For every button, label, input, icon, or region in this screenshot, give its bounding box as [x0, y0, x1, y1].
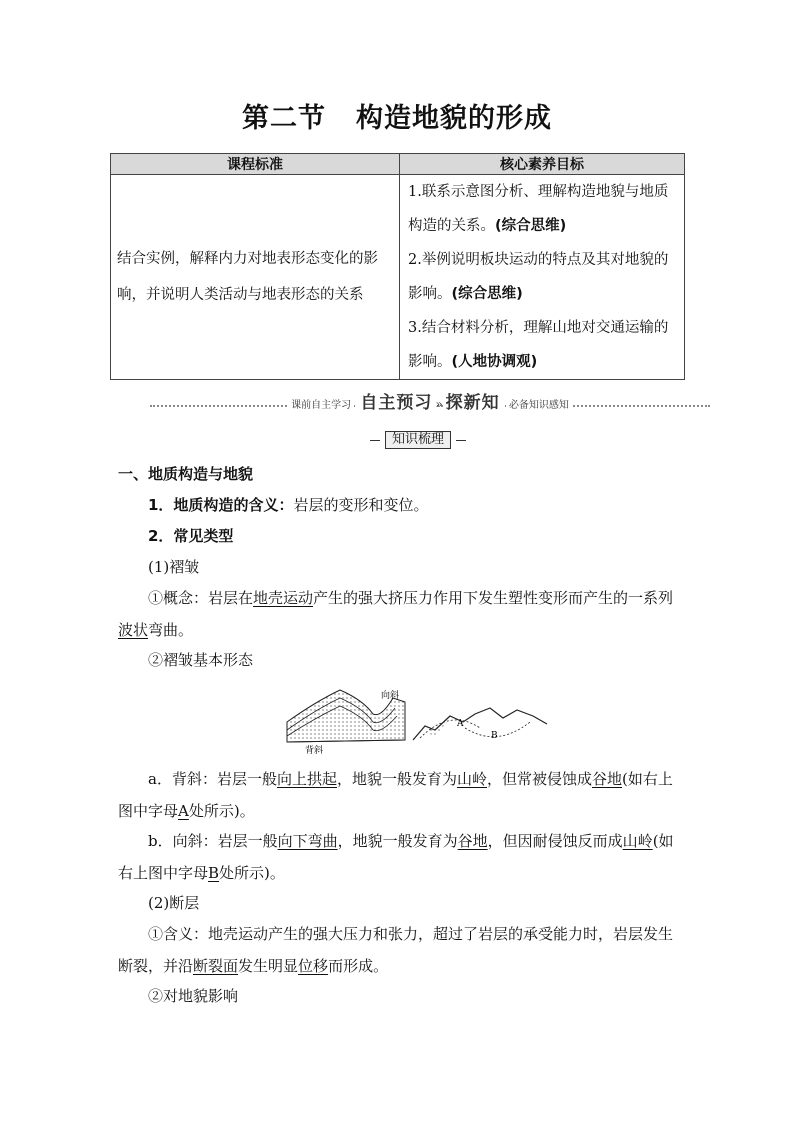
header-core-literacy: 核心素养目标	[400, 154, 685, 175]
heading-common-types: 2．常见类型	[148, 527, 234, 545]
curriculum-standard-cell: 结合实例，解释内力对地表形态变化的影响，并说明人类活动与地表形态的关系	[111, 175, 400, 380]
standards-table	[110, 153, 685, 380]
banner-main-1: 自主预习	[357, 393, 435, 413]
paragraph-anticline: a．背斜：岩层一般向上拱起，地貌一般发育为山岭，但常被侵蚀成谷地(如右上图中字母A处所示)。	[118, 770, 673, 820]
goal-item-3: 3.结合材料分析，理解山地对交通运输的影响。(人地协调观)	[408, 320, 669, 370]
page-title	[0, 96, 794, 135]
banner-right-text: 必备知识感知	[506, 400, 572, 411]
banner-left-text: 课前自主学习	[288, 400, 354, 411]
heading-fold: (1)褶皱	[148, 558, 200, 576]
label-b: B	[491, 731, 498, 741]
heading-1: 一、地质构造与地貌	[118, 465, 254, 483]
section-number: 第二节	[242, 103, 326, 134]
paragraph-fault-meaning: ①含义：地壳运动产生的强大压力和张力，超过了岩层的承受能力时，岩层发生断裂，并沿断裂面发生明显位移而形成。	[118, 925, 674, 975]
paragraph-definition: 1．地质构造的含义：岩层的变形和变位。	[148, 496, 429, 514]
knowledge-tag: 知识梳理	[370, 431, 466, 451]
heading-fault-effect: ②对地貌影响	[148, 987, 239, 1005]
goal-item-1: 1.联系示意图分析、理解构造地貌与地质构造的关系。(综合思维)	[408, 184, 669, 234]
section-title: 构造地貌的形成	[356, 103, 552, 134]
header-curriculum-standard: 课程标准	[111, 154, 400, 175]
heading-fault: (2)断层	[148, 894, 200, 912]
core-literacy-cell	[400, 175, 685, 380]
label-syncline: 向斜	[381, 691, 400, 701]
label-anticline: 背斜	[305, 746, 324, 754]
arrow-icon: »	[435, 397, 443, 411]
fold-landform-sketch	[413, 708, 547, 741]
section-banner	[150, 388, 710, 412]
fold-diagram	[285, 688, 550, 754]
heading-fold-forms: ②褶皱基本形态	[148, 651, 254, 669]
fold-block-diagram	[287, 689, 405, 754]
label-a: A	[457, 719, 464, 729]
goal-item-2: 2.举例说明板块运动的特点及其对地貌的影响。(综合思维)	[408, 252, 669, 302]
banner-main-2: 探新知	[443, 393, 503, 413]
paragraph-fold-concept: ①概念：岩层在地壳运动产生的强大挤压力作用下发生塑性变形而产生的一系列波状弯曲。	[118, 589, 674, 639]
paragraph-syncline: b．向斜：岩层一般向下弯曲，地貌一般发育为谷地，但因耐侵蚀反而成山岭(如右上图中字母B处所示)。	[118, 832, 674, 882]
